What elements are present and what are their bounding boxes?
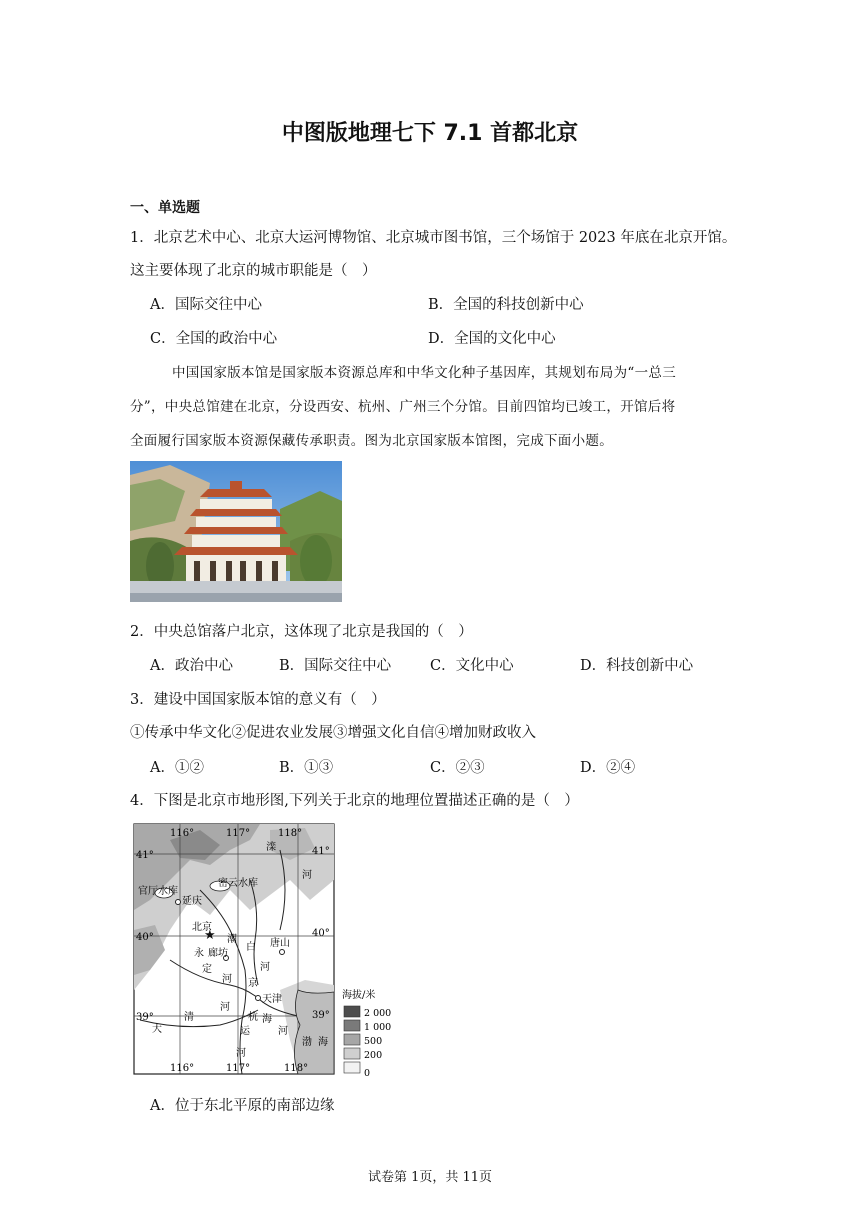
- lat-left-40: 40°: [136, 932, 154, 943]
- question-2-option-c: C．文化中心: [430, 658, 514, 674]
- label-jing: 京: [248, 978, 258, 989]
- label-luan: 滦: [266, 842, 276, 853]
- question-4-option-a: A．位于东北平原的南部边缘: [150, 1098, 335, 1114]
- label-miyun: 密云水库: [218, 878, 258, 889]
- section-heading: 一、单选题: [130, 200, 200, 216]
- label-chaobai-he: 河: [260, 962, 270, 973]
- label-tianjin: 天津: [262, 994, 282, 1005]
- question-2-stem: 2．中央总馆落户北京，这体现了北京是我国的（ ）: [130, 624, 473, 640]
- legend-0: 0: [364, 1068, 371, 1078]
- label-luan-he: 河: [302, 870, 312, 881]
- question-2-option-b: B．国际交往中心: [279, 658, 392, 674]
- legend-500: 500: [364, 1036, 383, 1047]
- label-yong: 永: [194, 948, 204, 959]
- beijing-terrain-map: [130, 820, 398, 1078]
- question-3-option-a: A．①②: [150, 760, 204, 776]
- legend-2000: 2 000: [364, 1008, 392, 1019]
- legend-title: 海拔/米: [342, 990, 376, 1001]
- legend-200: 200: [364, 1050, 383, 1061]
- label-he-4: 河: [220, 1002, 230, 1013]
- label-guanting: 官厅水库: [138, 886, 178, 897]
- label-bo: 渤: [302, 1037, 312, 1048]
- lat-right-39: 39°: [312, 1010, 330, 1021]
- question-1-option-b: B．全国的科技创新中心: [428, 297, 584, 313]
- question-1-option-c: C．全国的政治中心: [150, 331, 278, 347]
- label-tangshan: 唐山: [270, 938, 290, 949]
- label-yongding-he: 河: [222, 974, 232, 985]
- question-3-option-b: B．①③: [279, 760, 334, 776]
- label-yanqing: 延庆: [182, 896, 202, 907]
- label-qing: 清: [184, 1012, 194, 1023]
- question-1-option-a: A．国际交往中心: [150, 297, 262, 313]
- question-2-option-d: D．科技创新中心: [580, 658, 694, 674]
- label-hang: 杭: [248, 1012, 258, 1023]
- question-1-stem-line2: 这主要体现了北京的城市职能是（ ）: [130, 263, 377, 279]
- question-3-items: ①传承中华文化②促进农业发展③增强文化自信④增加财政收入: [130, 725, 536, 741]
- archive-building-photo: [130, 461, 342, 602]
- passage-line2: 分”，中央总馆建在北京，分设西安、杭州、广州三个分馆。目前四馆均已竣工，开馆后将: [130, 399, 676, 415]
- question-3-option-c: C．②③: [430, 760, 485, 776]
- question-2-option-a: A．政治中心: [150, 658, 233, 674]
- label-bai: 白: [246, 942, 256, 953]
- lat-left-39: 39°: [136, 1012, 154, 1023]
- label-bohai: 海: [318, 1037, 328, 1048]
- question-3-stem: 3．建设中国国家版本馆的意义有（ ）: [130, 692, 386, 708]
- lon-top-118: 118°: [278, 828, 303, 839]
- lon-bottom-118: 118°: [284, 1063, 309, 1074]
- label-hai: 海: [262, 1014, 272, 1025]
- question-1-stem-line1: 1．北京艺术中心、北京大运河博物馆、北京城市图书馆，三个场馆于 2023 年底在北京开馆。: [130, 230, 737, 246]
- label-langfang: 廊坊: [208, 948, 228, 959]
- question-1-option-d: D．全国的文化中心: [428, 331, 556, 347]
- lat-right-41: 41°: [312, 846, 330, 857]
- lat-left-41: 41°: [136, 850, 154, 861]
- svg-text:★: ★: [204, 928, 216, 943]
- label-ding: 定: [202, 964, 212, 975]
- page-title: 中图版地理七下 7.1 首都北京: [281, 121, 579, 146]
- passage-line3: 全面履行国家版本资源保藏传承职责。图为北京国家版本馆图，完成下面小题。: [130, 433, 613, 449]
- label-da: 大: [152, 1024, 162, 1035]
- label-haihe: 河: [278, 1026, 288, 1037]
- legend-1000: 1 000: [364, 1022, 392, 1033]
- lon-top-117: 117°: [226, 828, 251, 839]
- lon-bottom-117: 117°: [226, 1063, 251, 1074]
- label-yun: 运: [240, 1026, 250, 1037]
- label-yunhe: 河: [236, 1048, 246, 1059]
- lon-top-116: 116°: [170, 828, 195, 839]
- question-3-option-d: D．②④: [580, 760, 636, 776]
- label-beijing: 北京: [192, 922, 212, 933]
- lon-bottom-116: 116°: [170, 1063, 195, 1074]
- lat-right-40: 40°: [312, 928, 330, 939]
- label-chao: 潮: [227, 934, 237, 945]
- page-footer: 试卷第 1页，共 11页: [367, 1170, 493, 1185]
- passage-line1: 中国国家版本馆是国家版本资源总库和中华文化种子基因库，其规划布局为“一总三: [172, 365, 677, 381]
- question-4-stem: 4．下图是北京市地形图,下列关于北京的地理位置描述正确的是（ ）: [130, 793, 579, 809]
